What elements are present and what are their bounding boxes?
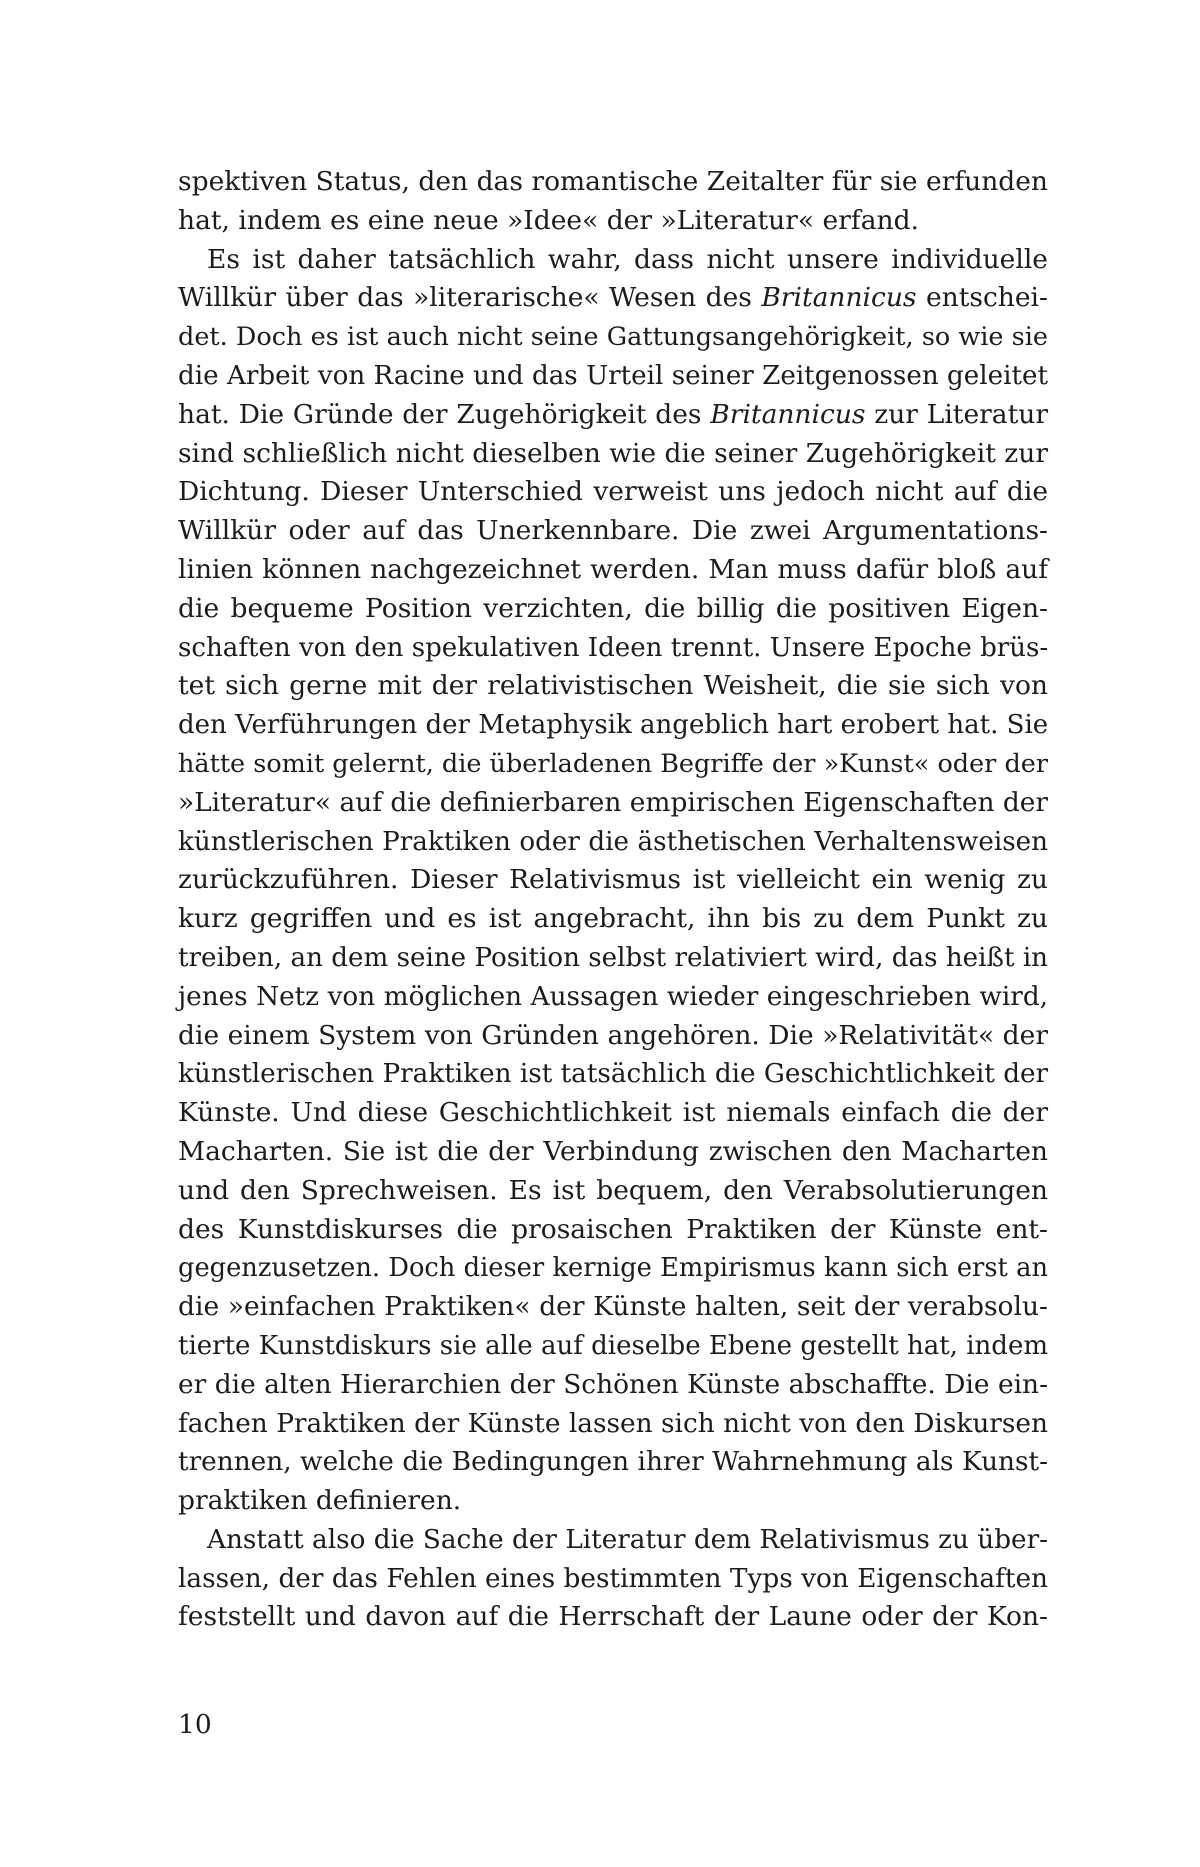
text-line <box>178 1172 1048 1211</box>
text-segment: Es ist daher tatsächlich wahr, dass nicht unsere individuelle <box>207 243 1048 275</box>
text-segment: die Arbeit von Racine und das Urteil seiner Zeitgenossen geleitet <box>178 360 1048 391</box>
text-segment: die bequeme Position verzichten, die billig die positiven Eigen- <box>178 592 1048 624</box>
text-line <box>178 706 1048 745</box>
text-line <box>178 667 1048 706</box>
text-segment: er die alten Hierarchien der Schönen Künste abschaffte. Die ein- <box>178 1368 1048 1400</box>
text-segment: »Literatur« auf die definierbaren empirischen Eigenschaften der <box>178 786 1048 818</box>
text-line <box>178 823 1048 862</box>
text-line <box>178 279 1048 318</box>
text-segment: tet sich gerne mit der relativistischen Weisheit, die sie sich von <box>178 670 1048 702</box>
body-text <box>178 163 1048 1637</box>
text-segment: linien können nachgezeichnet werden. Man muss dafür bloß auf <box>178 553 1048 585</box>
text-line <box>178 435 1048 474</box>
text-line <box>178 1094 1048 1133</box>
text-segment: praktiken definieren. <box>178 1485 462 1517</box>
text-line <box>178 241 1048 280</box>
text-segment: den Verführungen der Metaphysik angeblich hart erobert hat. Sie <box>178 710 1049 741</box>
text-line <box>178 551 1048 590</box>
text-segment: tierte Kunstdiskurs sie alle auf dieselbe Ebene gestellt hat, indem <box>178 1330 1049 1361</box>
text-line <box>178 1017 1048 1056</box>
text-segment: sind schließlich nicht dieselben wie die seiner Zugehörigkeit zur <box>178 437 1048 469</box>
text-segment: die »einfachen Praktiken« der Künste halten, seit der verabsolu- <box>178 1291 1048 1323</box>
text-segment: Willkür oder auf das Unerkennbare. Die zwei Argumentations- <box>178 515 1048 547</box>
text-segment: lassen, der das Fehlen eines bestimmten Typs von Eigenschaften <box>178 1563 1048 1594</box>
text-line <box>178 318 1048 357</box>
paragraph <box>178 163 1048 241</box>
text-segment: treiben, an dem seine Position selbst relativiert wird, das heißt in <box>178 942 1048 973</box>
text-line <box>178 784 1048 823</box>
text-line <box>178 357 1048 396</box>
text-segment: hat. Die Gründe der Zugehörigkeit des <box>178 398 711 430</box>
text-segment: schaften von den spekulativen Ideen trennt. Unsere Epoche brüs- <box>178 632 1049 663</box>
text-line <box>178 629 1048 668</box>
text-line <box>178 1482 1048 1521</box>
text-line <box>178 861 1048 900</box>
text-segment: künstlerischen Praktiken ist tatsächlich die Geschichtlichkeit der <box>178 1059 1049 1090</box>
text-line <box>178 163 1048 202</box>
text-line <box>178 978 1048 1017</box>
text-line <box>178 1327 1048 1366</box>
text-segment: zur Literatur <box>865 398 1048 430</box>
text-segment: entschei- <box>916 282 1048 314</box>
text-line <box>178 1133 1048 1172</box>
text-segment: Willkür über das »literarische« Wesen des <box>178 282 762 314</box>
text-line <box>178 900 1048 939</box>
text-segment: Macharten. Sie ist die der Verbindung zwischen den Macharten <box>178 1135 1048 1167</box>
text-line <box>178 512 1048 551</box>
text-segment: jenes Netz von möglichen Aussagen wieder eingeschrieben wird, <box>178 981 1048 1012</box>
text-segment: trennen, welche die Bedingungen ihrer Wahrnehmung als Kunst- <box>178 1447 1048 1478</box>
text-line <box>178 1521 1048 1560</box>
text-line <box>178 202 1048 241</box>
paragraph <box>178 241 1048 1521</box>
text-segment: Anstatt also die Sache der Literatur dem Relativismus zu über- <box>207 1524 1048 1555</box>
text-segment: die einem System von Gründen angehören. Die »Relativität« der <box>178 1019 1048 1051</box>
text-segment: det. Doch es ist auch nicht seine Gattungsangehörigkeit, so wie sie <box>178 322 1048 353</box>
text-segment: des Kunstdiskurses die prosaischen Praktiken der Künste ent- <box>178 1213 1048 1245</box>
text-line <box>178 1598 1048 1637</box>
text-segment: spektiven Status, den das romantische Zeitalter für sie erfunden <box>178 166 1048 197</box>
text-segment: Künste. Und diese Geschichtlichkeit ist niemals einfach die der <box>178 1097 1048 1129</box>
text-line <box>178 1055 1048 1094</box>
page-number: 10 <box>178 1709 212 1740</box>
text-line <box>178 1443 1048 1482</box>
text-segment: und den Sprechweisen. Es ist bequem, den Verabsolutierungen <box>178 1174 1048 1206</box>
text-segment: kurz gegriffen und es ist angebracht, ihn bis zu dem Punkt zu <box>178 903 1048 935</box>
text-line <box>178 1288 1048 1327</box>
text-line <box>178 939 1048 978</box>
text-segment: zurückzuführen. Dieser Relativismus ist vielleicht ein wenig zu <box>178 864 1048 896</box>
text-segment: fachen Praktiken der Künste lassen sich nicht von den Diskursen <box>178 1408 1048 1439</box>
text-line <box>178 473 1048 512</box>
text-segment: gegenzusetzen. Doch dieser kernige Empirismus kann sich erst an <box>178 1253 1048 1284</box>
italic-title: Britannicus <box>710 398 866 430</box>
text-line <box>178 1405 1048 1444</box>
text-segment: hätte somit gelernt, die überladenen Begriffe der »Kunst« oder der <box>178 748 1048 779</box>
text-line <box>178 396 1048 435</box>
text-line <box>178 1560 1048 1599</box>
italic-title: Britannicus <box>761 282 917 314</box>
paragraph <box>178 1521 1048 1637</box>
text-segment: Dichtung. Dieser Unterschied verweist uns jedoch nicht auf die <box>178 476 1048 508</box>
text-line <box>178 1366 1048 1405</box>
text-line <box>178 745 1048 784</box>
text-segment: feststellt und davon auf die Herrschaft der Laune oder der Kon- <box>178 1601 1048 1633</box>
text-segment: hat, indem es eine neue »Idee« der »Literatur« erfand. <box>178 204 919 236</box>
text-line <box>178 590 1048 629</box>
text-line <box>178 1249 1048 1288</box>
text-line <box>178 1211 1048 1250</box>
text-segment: künstlerischen Praktiken oder die ästhetischen Verhaltensweisen <box>178 826 1048 857</box>
